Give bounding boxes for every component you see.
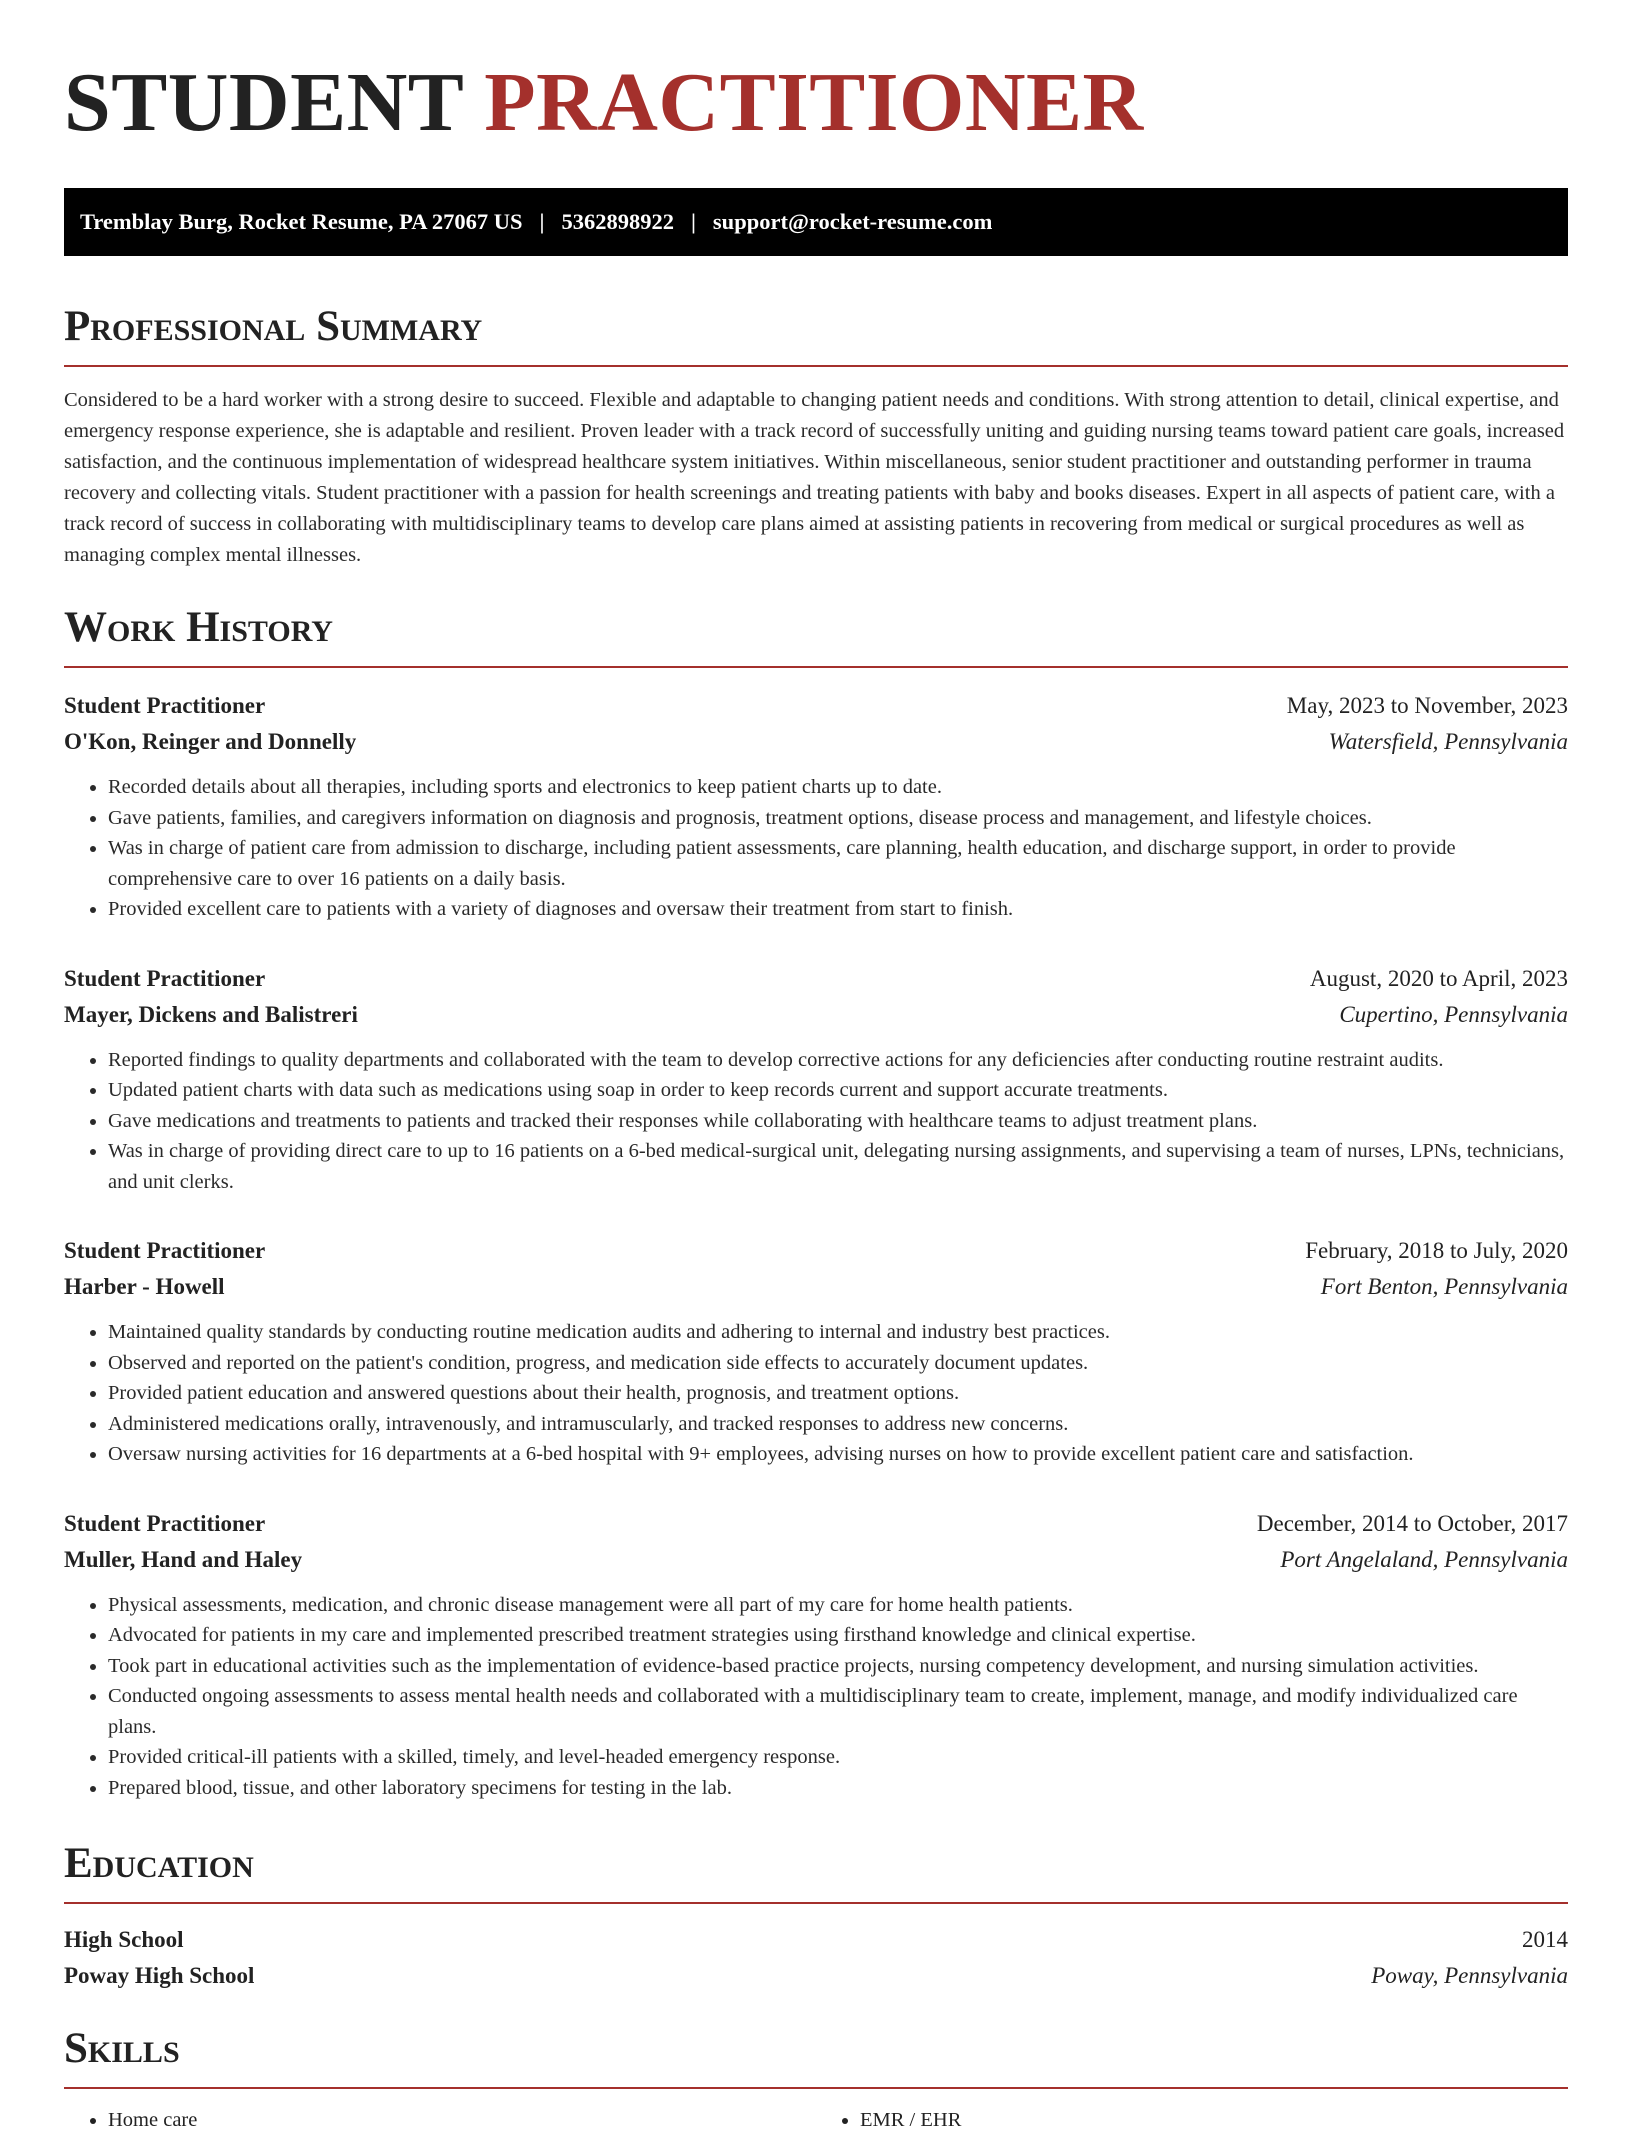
contact-email[interactable]: support@rocket-resume.com (712, 209, 993, 234)
graduation-year: 2014 (1522, 1927, 1568, 1952)
job-bullet: • Physical assessments, medication, and chronic disease management were all part of my care for home health patients. (108, 1590, 1568, 1621)
job-dates: December, 2014 to October, 2017 (1256, 1510, 1568, 1536)
job-title: Student Practitioner (64, 965, 266, 991)
job-bullet: • Reported findings to quality departments and collaborated with the team to develop corrective actions for any deficiencies after conducting routine restraint audits. (108, 1045, 1568, 1076)
job-bullet: • Maintained quality standards by conducting routine medication audits and adhering to internal and industry best practices. (108, 1317, 1568, 1348)
last-name: PRACTITIONER (484, 56, 1144, 149)
candidate-name (64, 56, 1568, 150)
job-location: Port Angelaland, Pennsylvania (1280, 1546, 1568, 1572)
job-bullet: • Conducted ongoing assessments to assess mental health needs and collaborated with a multidisciplinary team to create, implement, manage, and modify individualized care plans. (108, 1681, 1568, 1742)
job-bullet: • Gave patients, families, and caregivers information on diagnosis and prognosis, treatment options, disease process and management, and lifestyle choices. (108, 803, 1568, 834)
first-name: STUDENT (64, 56, 463, 149)
contact-separator: | (539, 209, 545, 234)
job-list (64, 688, 1568, 1803)
skills-column-left (64, 2105, 816, 2135)
contact-phone: 5362898922 (561, 209, 674, 234)
company-name: O'Kon, Reinger and Donnelly (64, 729, 357, 754)
summary-text: Considered to be a hard worker with a strong desire to succeed. Flexible and adaptable to changing patient needs and conditions. With strong attention to detail, clinical expertise, and emergency response experience, she is adaptable and resilient. Proven leader with a track record of successfully uniting and guiding nursing teams toward patient care goals, increased satisfaction, and the continuous implementation of widespread healthcare system initiatives. Within miscellaneous, senior student practitioner and outstanding performer in trauma recovery and collecting vitals. Student practitioner with a passion for health screenings and treating patients with baby and books diseases. Expert in all aspects of patient care, with a track record of success in collaborating with multidisciplinary teams to develop care plans aimed at assisting patients in recovering from medical or surgical procedures as well as managing complex mental illnesses. (64, 389, 1565, 566)
contact-address: Tremblay Burg, Rocket Resume, PA 27067 US (80, 209, 523, 234)
skills-section (64, 2024, 1568, 2135)
section-heading: Work History (64, 603, 1568, 668)
job-dates: February, 2018 to July, 2020 (1305, 1238, 1568, 1263)
job-dates: August, 2020 to April, 2023 (1309, 965, 1568, 991)
school-location: Poway, Pennsylvania (1371, 1963, 1568, 1988)
job-bullet: • Took part in educational activities such as the implementation of evidence-based practice projects, nursing competency development, and nursing simulation activities. (108, 1651, 1568, 1682)
job-bullets (64, 1317, 1568, 1470)
job-entry (64, 961, 1568, 1198)
job-bullet: • Observed and reported on the patient's condition, progress, and medication side effects to accurately document updates. (108, 1348, 1568, 1379)
job-location: Cupertino, Pennsylvania (1339, 1001, 1568, 1027)
job-location: Fort Benton, Pennsylvania (1320, 1274, 1568, 1299)
section-heading: Education (64, 1839, 1568, 1904)
school-name: Poway High School (64, 1963, 255, 1988)
job-dates: May, 2023 to November, 2023 (1286, 693, 1568, 718)
job-bullets (64, 1045, 1568, 1198)
job-bullet: • Gave medications and treatments to patients and tracked their responses while collaborating with healthcare teams to adjust treatment plans. (108, 1106, 1568, 1137)
skill-item: • EMR / EHR (860, 2105, 1568, 2135)
job-bullets (64, 772, 1568, 925)
job-bullet: • Oversaw nursing activities for 16 departments at a 6-bed hospital with 9+ employees, advising nurses on how to provide excellent patient care and satisfaction. (108, 1439, 1568, 1470)
contact-bar (64, 188, 1568, 256)
company-name: Muller, Hand and Haley (64, 1546, 303, 1572)
degree: High School (64, 1927, 184, 1952)
job-bullet: • Provided patient education and answered questions about their health, prognosis, and treatment options. (108, 1378, 1568, 1409)
job-location: Watersfield, Pennsylvania (1328, 729, 1568, 754)
job-bullet: • Administered medications orally, intravenously, and intramuscularly, and tracked responses to address new concerns. (108, 1409, 1568, 1440)
company-name: Harber - Howell (64, 1274, 225, 1299)
job-bullet: • Provided excellent care to patients with a variety of diagnoses and oversaw their treatment from start to finish. (108, 894, 1568, 925)
job-title: Student Practitioner (64, 693, 266, 718)
job-bullet: • Advocated for patients in my care and implemented prescribed treatment strategies using firsthand knowledge and clinical expertise. (108, 1620, 1568, 1651)
skills-grid (64, 2105, 1568, 2135)
education-entry (64, 1922, 1568, 1994)
job-bullets (64, 1590, 1568, 1804)
job-bullet: • Was in charge of patient care from admission to discharge, including patient assessments, care planning, health education, and discharge support, in order to provide comprehensive care to over 16 patients on a daily basis. (108, 833, 1568, 894)
education-section (64, 1839, 1568, 1994)
contact-separator: | (690, 209, 696, 234)
job-bullet: • Recorded details about all therapies, including sports and electronics to keep patient charts up to date. (108, 772, 1568, 803)
job-entry (64, 1233, 1568, 1470)
work-history-section (64, 603, 1568, 1803)
job-bullet: • Was in charge of providing direct care to up to 16 patients on a 6-bed medical-surgical unit, delegating nursing assignments, and supervising a team of nurses, LPNs, technicians, and unit clerks. (108, 1136, 1568, 1197)
summary-section (64, 302, 1568, 571)
company-name: Mayer, Dickens and Balistreri (64, 1001, 358, 1027)
job-bullet: • Updated patient charts with data such as medications using soap in order to keep records current and support accurate treatments. (108, 1075, 1568, 1106)
job-bullet: • Provided critical-ill patients with a skilled, timely, and level-headed emergency response. (108, 1742, 1568, 1773)
section-heading: Professional Summary (64, 302, 1568, 367)
job-title: Student Practitioner (64, 1238, 266, 1263)
job-title: Student Practitioner (64, 1510, 266, 1536)
skills-column-right (816, 2105, 1568, 2135)
skill-item: • Home care (108, 2105, 816, 2135)
job-bullet: • Prepared blood, tissue, and other laboratory specimens for testing in the lab. (108, 1773, 1568, 1804)
job-entry (64, 688, 1568, 925)
section-heading: Skills (64, 2024, 1568, 2089)
job-entry (64, 1506, 1568, 1804)
